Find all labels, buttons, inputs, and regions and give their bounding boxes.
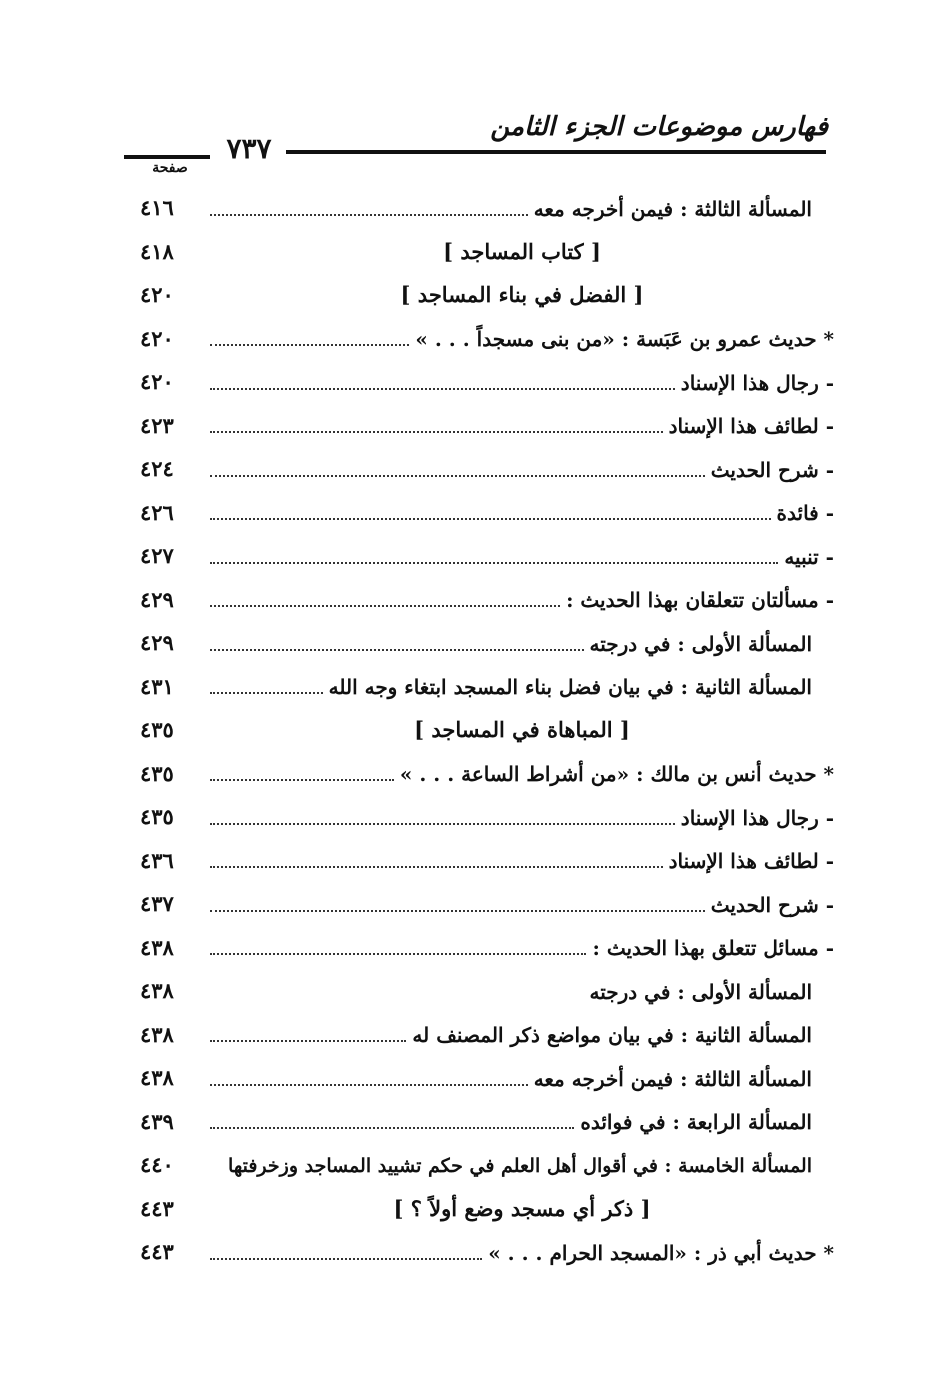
- header-rule: [286, 150, 826, 154]
- toc-entry-page: ٤٣٥: [140, 717, 174, 743]
- toc-entry: [140, 749, 840, 793]
- dot-leader: [210, 910, 705, 912]
- toc-entry-page: ٤٣٧: [140, 891, 174, 917]
- toc-entry-page: ٤٢٤: [140, 456, 174, 482]
- toc-entry: [140, 444, 840, 488]
- toc-entry-page: ٤٣٨: [140, 1065, 174, 1091]
- dot-leader: [210, 1127, 574, 1129]
- dot-leader: [210, 214, 528, 216]
- dot-leader: [210, 779, 394, 781]
- toc-heading-title: [ ذكر أي مسجد وضع أولاً ؟ ]: [393, 1195, 651, 1221]
- toc-entry-page: ٤٣٥: [140, 804, 174, 830]
- running-title: فهارس موضوعات الجزء الثامن: [490, 112, 828, 142]
- dot-leader: [210, 431, 663, 433]
- toc-entry: [140, 357, 840, 401]
- toc-entry: [140, 1227, 840, 1271]
- toc-entry-page: ٤٢٣: [140, 412, 174, 438]
- toc-entry: [140, 183, 840, 227]
- dot-leader: [210, 823, 675, 825]
- toc-entry-title: - لطائف هذا الإسناد: [668, 414, 834, 438]
- toc-entry-title: - لطائف هذا الإسناد: [668, 849, 834, 873]
- toc-entry: [140, 401, 840, 445]
- toc-entry: [140, 1097, 840, 1141]
- toc-entry: [140, 531, 840, 575]
- toc-entry-title: المسألة الخامسة : في أقوال أهل العلم في حكم تشييد المساجد وزخرفتها: [228, 1154, 812, 1177]
- toc-section-heading: [140, 705, 840, 749]
- toc-entry-title: - مسألتان تتعلقان بهذا الحديث :: [566, 588, 834, 612]
- toc-entry-title: - رجال هذا الإسناد: [680, 805, 834, 830]
- toc-heading-title: [ المباهاة في المساجد ]: [414, 717, 630, 743]
- toc-entry: [140, 1053, 840, 1097]
- dot-leader: [210, 1171, 222, 1173]
- dot-leader: [210, 344, 409, 346]
- toc-section-heading: [140, 270, 840, 314]
- dot-leader: [210, 866, 663, 868]
- table-of-contents: [140, 183, 840, 1271]
- page-number: ٧٣٧: [226, 132, 272, 165]
- toc-entry-page: ٤٢٩: [140, 586, 174, 612]
- toc-entry-title: المسألة الرابعة : في فوائده: [580, 1110, 812, 1134]
- toc-entry: [140, 662, 840, 706]
- toc-entry-title: * حديث أنس بن مالك : «من أشراط الساعة . . . »: [399, 762, 834, 786]
- toc-entry: [140, 314, 840, 358]
- toc-entry: [140, 575, 840, 619]
- toc-entry-page: ٤٢٠: [140, 369, 174, 395]
- toc-entry: [140, 879, 840, 923]
- toc-entry-title: - تنبيه: [784, 544, 834, 569]
- toc-entry-page: ٤٣٥: [140, 760, 174, 786]
- dot-leader: [210, 1084, 528, 1086]
- toc-entry: [140, 1140, 840, 1184]
- toc-entry-title: المسألة الثانية : في بيان فضل بناء المسجد ابتغاء وجه الله: [328, 675, 812, 699]
- dot-leader: [210, 388, 675, 390]
- toc-entry: [140, 1010, 840, 1054]
- toc-entry-page: ٤٣١: [140, 673, 174, 699]
- toc-entry-page: ٤٢٦: [140, 499, 174, 525]
- dot-leader: [210, 1040, 406, 1042]
- dot-leader: [210, 997, 584, 999]
- toc-entry: [140, 488, 840, 532]
- dot-leader: [210, 475, 705, 477]
- dot-leader: [210, 953, 586, 955]
- toc-entry-page: ٤٣٨: [140, 1021, 174, 1047]
- toc-entry: [140, 966, 840, 1010]
- toc-entry-title: المسألة الأولى : في درجته: [589, 631, 812, 656]
- toc-entry-title: * حديث أبي ذر : «المسجد الحرام . . . »: [488, 1240, 834, 1265]
- toc-entry-page: ٤٢٠: [140, 325, 174, 351]
- toc-entry-title: - شرح الحديث: [710, 457, 834, 482]
- toc-entry: [140, 792, 840, 836]
- toc-entry: [140, 618, 840, 662]
- toc-entry-page: ٤٤٠: [140, 1152, 174, 1178]
- toc-entry-title: المسألة الثالثة : فيمن أخرجه معه: [533, 196, 812, 221]
- toc-section-heading: [140, 227, 840, 271]
- toc-entry-page: ٤٢٧: [140, 543, 174, 569]
- toc-entry-page: ٤٣٦: [140, 847, 174, 873]
- toc-entry-page: ٤٣٨: [140, 934, 174, 960]
- toc-entry-page: ٤١٨: [140, 238, 174, 264]
- toc-heading-title: [ الفضل في بناء المساجد ]: [400, 282, 644, 308]
- toc-entry-page: ٤٤٣: [140, 1195, 174, 1221]
- toc-entry-title: * حديث عمرو بن عَبَسة : «من بنى مسجداً . . . »: [415, 327, 834, 351]
- toc-entry-title: المسألة الثالثة : فيمن أخرجه معه: [533, 1066, 812, 1091]
- dot-leader: [210, 562, 778, 564]
- toc-entry-title: - فائدة: [776, 501, 834, 525]
- toc-entry: [140, 923, 840, 967]
- toc-heading-title: [ كتاب المساجد ]: [443, 238, 601, 264]
- toc-entry-page: ٤٤٣: [140, 1239, 174, 1265]
- toc-entry-title: - مسائل تتعلق بهذا الحديث :: [592, 936, 834, 960]
- toc-entry-title: - شرح الحديث: [710, 892, 834, 917]
- dot-leader: [210, 1258, 482, 1260]
- toc-entry-title: - رجال هذا الإسناد: [680, 370, 834, 395]
- toc-entry-page: ٤٢٠: [140, 282, 174, 308]
- page-column-label: صفحة: [152, 160, 188, 176]
- toc-entry-title: المسألة الأولى : في درجته: [589, 979, 812, 1004]
- dot-leader: [210, 692, 323, 694]
- toc-entry-title: المسألة الثانية : في بيان مواضع ذكر المصنف له: [412, 1023, 812, 1047]
- dot-leader: [210, 518, 771, 520]
- toc-entry-page: ٤١٦: [140, 195, 174, 221]
- toc-section-heading: [140, 1184, 840, 1228]
- dot-leader: [210, 649, 584, 651]
- dot-leader: [210, 605, 560, 607]
- toc-entry-page: ٤٣٨: [140, 978, 174, 1004]
- toc-entry-page: ٤٢٩: [140, 630, 174, 656]
- toc-entry: [140, 836, 840, 880]
- header-rule-short: [124, 155, 210, 159]
- toc-entry-page: ٤٣٩: [140, 1108, 174, 1134]
